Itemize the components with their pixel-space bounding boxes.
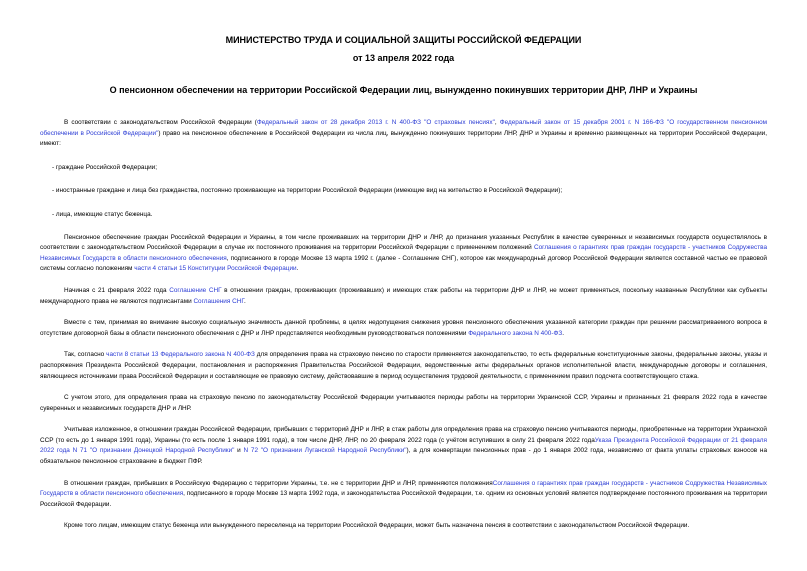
- paragraph-3: Начиная с 21 февраля 2022 года Соглашение СНГ в отношении граждан, проживающих (проживавших) и имеющих стаж работы на территории ДНР и ЛНР, не может применяться, поскольку названные Республики как субъекты международного права не являются подписантами Соглашения СНГ.: [40, 286, 767, 305]
- link-decree-71[interactable]: Указа Президента Российской Федерации от 21 февраля 2022 года N 71 "О признании Донецкой Народной Республики": [40, 436, 767, 455]
- paragraph-4: Вместе с тем, принимая во внимание высокую социальную значимость данной проблемы, в целях недопущения снижения уровня пенсионного обеспечения указанной категории граждан при решении рассматриваемого вопроса в отсутствие договорной базы в области пенсионного обеспечения с ДНР и ЛНР представляется необходимым руководствоваться положениями Федерального закона N 400-ФЗ.: [40, 319, 767, 337]
- link-law-400fz-short[interactable]: Федерального закона N 400-ФЗ: [468, 329, 563, 337]
- link-law-400fz[interactable]: Федеральный закон от 28 декабря 2013 г. N 400-ФЗ "О страховых пенсиях": [256, 119, 495, 126]
- paragraph-1: В соответствии с законодательством Российской Федерации (Федеральный закон от 28 декабря 2013 г. N 400-ФЗ "О страховых пенсиях", Федеральный закон от 15 декабря 2001 г. N 166-ФЗ "О государственном пенсионном обеспечении в Российской Федерации") право на пенсионное обеспечение в Российской Федерации из числа лиц, вынужденно покинувших территории ЛНР, ДНР и Украины и временно размещенных на территории Российской Федерации, имеют:: [40, 119, 768, 148]
- document-subject: О пенсионном обеспечении на территории Российской Федерации лиц, вынужденно покинувших территории ДНР, ЛНР и Украины: [109, 85, 698, 95]
- paragraph-5: Так, согласно части 8 статьи 13 Федерального закона N 400-ФЗ для определения права на страховую пенсию по старости применяется законодательство, то есть федеральные конституционные законы, федеральные законы, указы и распоряжения Президента Российской Федерации, постановления и распоряжения Правительства Российской Федерации, ведомственные акты федеральных органов исполнительной власти, международные договоры и соглашения, являющиеся источниками права Российской Федерации и составляющие ее правовую систему, действовавшие в период осуществления трудовой деятельности, с применением правил подсчета соответствующего стажа.: [40, 351, 767, 380]
- paragraph-2: Пенсионное обеспечение граждан Российской Федерации и Украины, в том числе проживавших на территории ДНР и ЛНР, до признания указанных Республик в качестве суверенных и независимых государств осуществлялось в соответствии с законодательством Российской Федерации в случае их постоянного проживания на территории Российской Федерации с применением положений Соглашения о гарантиях прав граждан государств - участников Содружества Независимых Государств в области пенсионного обеспечения, подписанного в городе Москве 13 марта 1992 г. (далее - Соглашение СНГ), которое как международный договор Российской Федерации является составной частью ее правовой системы согласно положениям части 4 статьи 15 Конституции Российской Федерации.: [40, 233, 767, 273]
- link-law-400fz-art13[interactable]: части 8 статьи 13 Федерального закона N 400-ФЗ: [106, 351, 255, 359]
- bullet-item: - иностранные граждане и лица без гражданства, постоянно проживающие на территории Российской Федерации (имеющие вид на жительство в Российской Федерации);: [52, 187, 563, 195]
- bullet-item: - граждане Российской Федерации;: [52, 163, 158, 171]
- link-constitution[interactable]: части 4 статьи 15 Конституции Российской Федерации: [134, 265, 297, 273]
- link-decree-72[interactable]: N 72 "О признании Луганской Народной Республики": [243, 447, 407, 455]
- ministry-title: МИНИСТЕРСТВО ТРУДА И СОЦИАЛЬНОЙ ЗАЩИТЫ РОССИЙСКОЙ ФЕДЕРАЦИИ: [225, 35, 582, 45]
- paragraph-6: С учетом этого, для определения права на страховую пенсию по законодательству Российской Федерации учитываются периоды работы на территории Украинской ССР, Украины и признанных 21 февраля 2022 года в качестве суверенных и независимых государств ДНР и ЛНР.: [40, 394, 767, 412]
- link-cis-agreement[interactable]: Соглашения о гарантиях прав граждан государств - участников Содружества Независимых Государств в области пенсионного обеспечения: [40, 244, 767, 262]
- document-date: от 13 апреля 2022 года: [352, 53, 455, 63]
- link-cis-agreement-short-2[interactable]: Соглашения СНГ: [193, 297, 245, 305]
- paragraph-7: Учитывая изложенное, в отношении граждан Российской Федерации, прибывших с территорий ДНР и ЛНР, в стаж работы для определения права на страховую пенсию учитываются периоды, приобретенные на территории Украинской ССР (то есть до 1 января 1991 года), Украины (то есть после 1 января 1991 года), в том числе ДНР, ЛНР, по 20 февраля 2022 года (с учётом вступивших в силу 21 февраля 2022 годаУказа Президента Российской Федерации от 21 февраля 2022 года N 71 "О признании Донецкой Народной Республики" и N 72 "О признании Луганской Народной Республики"), а для конвертации пенсионных прав - до 1 января 2002 года, независимо от факта уплаты страховых взносов на обязательное пенсионное страхование в бюджет ПФР.: [40, 426, 768, 466]
- link-law-166fz[interactable]: Федеральный закон от 15 декабря 2001 г. N 166-ФЗ "О государственном пенсионном обеспечении в Российской Федерации": [40, 119, 768, 137]
- bullet-item: - лица, имеющие статус беженца.: [52, 210, 153, 218]
- link-cis-agreement-short[interactable]: Соглашение СНГ: [169, 286, 222, 294]
- paragraph-9: Кроме того лицам, имеющим статус беженца или вынужденного переселенца на территории Российской Федерации, может быть назначена пенсия в соответствии с законодательством Российской Федерации.: [64, 522, 690, 530]
- link-cis-agreement-2[interactable]: Соглашения о гарантиях прав граждан государств - участников Содружества Независимых Государств в области пенсионного обеспечения: [40, 479, 767, 498]
- paragraph-8: В отношении граждан, прибывших в Российскую Федерацию с территории Украины, т.е. не с территории ДНР и ЛНР, применяются положенияСоглашения о гарантиях прав граждан государств - участников Содружества Независимых Государств в области пенсионного обеспечения, подписанного в городе Москве 13 марта 1992 года, и законодательства Российской Федерации, т.е. одним из основных условий является подтверждение постоянного проживания на территории Российской Федерации.: [40, 479, 767, 508]
